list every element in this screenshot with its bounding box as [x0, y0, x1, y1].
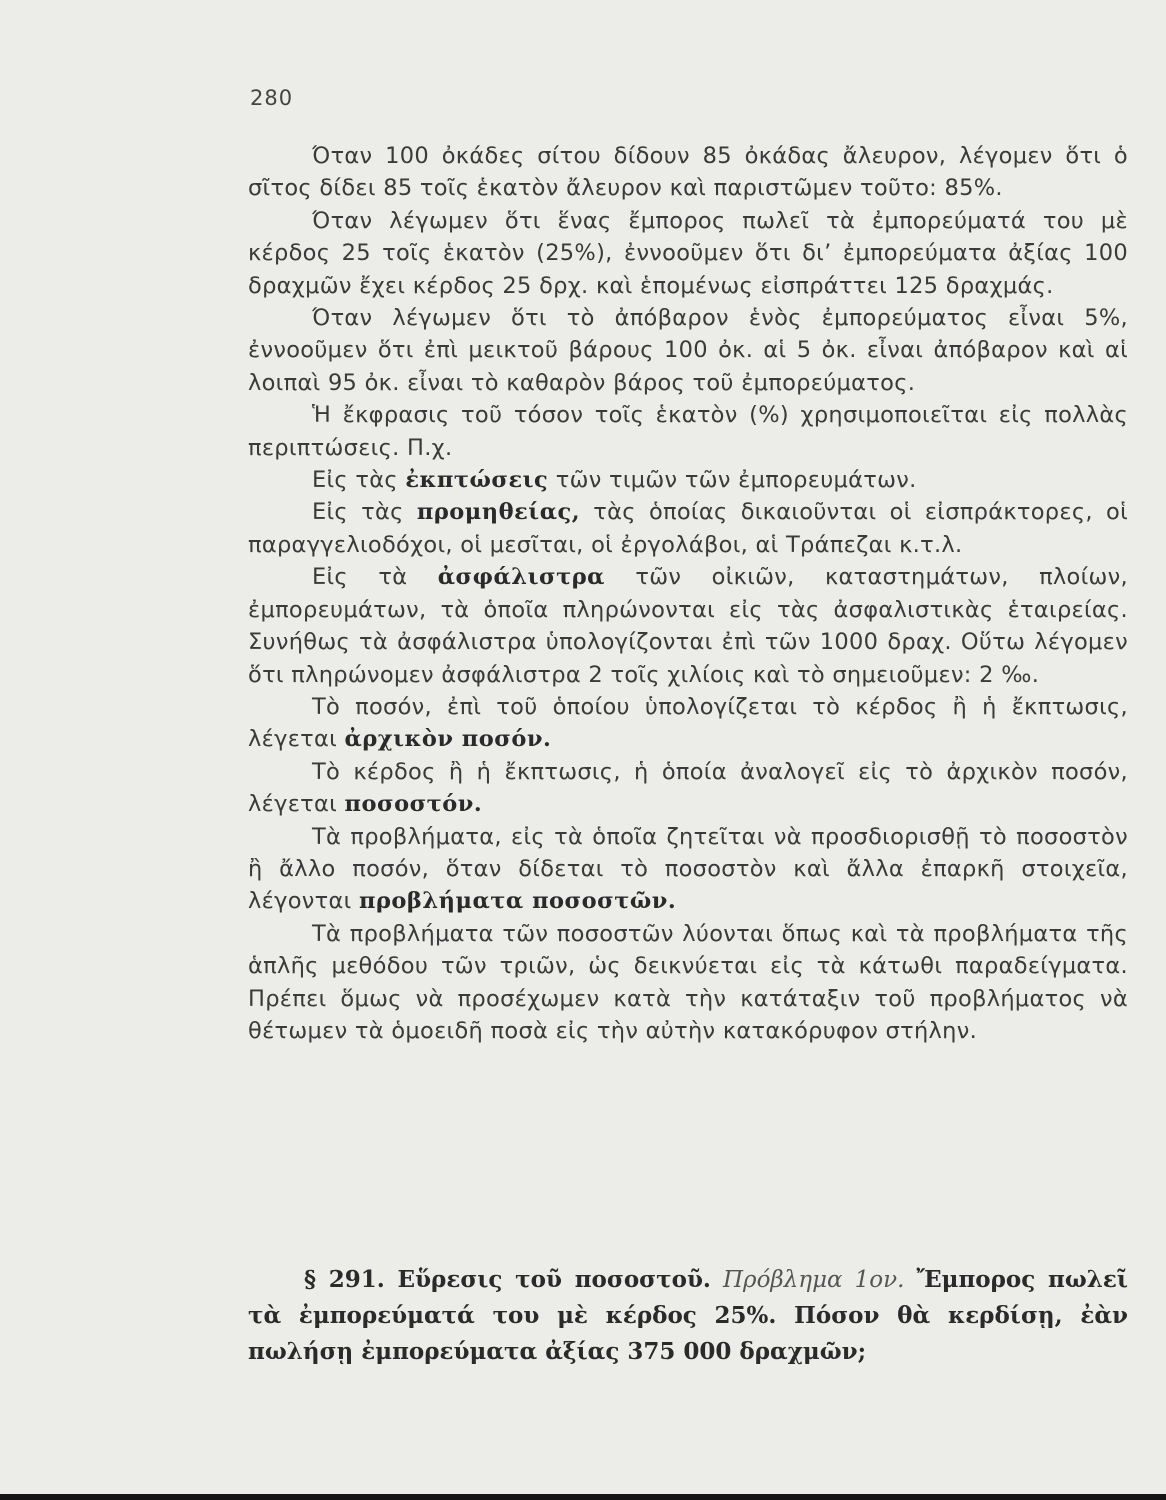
paragraph-p2: [248, 205, 1128, 302]
paragraph-p11: [248, 918, 1128, 1048]
paragraph-p5: [248, 464, 1128, 496]
paragraph-p1: [248, 140, 1128, 205]
problem-label: Πρόβλημα 1ον.: [723, 1267, 905, 1293]
paragraph-p8: [248, 691, 1128, 756]
paragraph-p10: [248, 821, 1128, 918]
bold-term: ἀρχικὸν ποσόν.: [344, 726, 552, 753]
bold-term: προμηθείας,: [416, 499, 581, 526]
body-text: [248, 140, 1128, 1047]
paragraph-p6: [248, 496, 1128, 561]
bold-term: προβλήματα ποσοστῶν.: [358, 888, 677, 915]
paragraph-text: Όταν λέγωμεν ὅτι τὸ ἀπόβαρον ἑνὸς ἐμπορεύματος εἶναι 5%, ἐννοοῦμεν ὅτι ἐπὶ μεικτοῦ βάρους 100 ὀκ. αἱ 5 ὀκ. εἶναι ἀπόβαρον καὶ αἱ λοιπαὶ 95 ὀκ. εἶναι τὸ καθαρὸν βάρος τοῦ ἐμπορεύματος.: [248, 305, 1128, 396]
paragraph-p3: [248, 302, 1128, 399]
bold-term: ποσοστόν.: [344, 791, 483, 818]
problem-statement: Ἔμπορος πωλεῖ τὰ ἐμπορεύματά του μὲ κέρδος 25%. Πόσον θὰ κερδίσῃ, ἐὰν πωλήσῃ ἐμπορεύματα ἀξίας 375 000 δραχμῶν;: [248, 1266, 1128, 1365]
paragraph-text: Τὰ προβλήματα τῶν ποσοστῶν λύονται ὅπως καὶ τὰ προβλήματα τῆς ἁπλῆς μεθόδου τῶν τριῶν, ὡς δεικνύεται εἰς τὰ κάτωθι παραδείγματα. Πρέπει ὅμως νὰ προσέχωμεν κατὰ τὴν κατάταξιν τοῦ προβλήματος νὰ θέτωμεν τὰ ὁμοειδῆ ποσὰ εἰς τὴν αὐτὴν κατακόρυφον στήλην.: [248, 920, 1128, 1044]
bold-term: ἀσφάλιστρα: [437, 564, 605, 591]
scan-bottom-edge: [0, 1494, 1166, 1500]
paragraph-text: Εἰς τὰς: [312, 499, 417, 526]
paragraph-text: Ἡ ἔκφρασις τοῦ τόσον τοῖς ἑκατὸν (%) χρησιμοποιεῖται εἰς πολλὰς περιπτώσεις. Π.χ.: [248, 402, 1128, 461]
paragraph-text: τὰς ὁποίας δικαιοῦνται οἱ εἰσπράκτορες, οἱ παραγγελιοδόχοι, οἱ μεσῖται, οἱ ἐργολάβοι, αἱ Τράπεζαι κ.τ.λ.: [248, 499, 1128, 558]
paragraph-text: Εἰς τὰ: [312, 564, 438, 591]
section-heading: § 291. Εὕρεσις τοῦ ποσοστοῦ.: [304, 1266, 711, 1293]
paragraph-text: Εἰς τὰς: [312, 467, 406, 494]
paragraph-text: Τὰ προβλήματα, εἰς τὰ ὁποῖα ζητεῖται νὰ προσδιορισθῇ τὸ ποσοστὸν ἢ ἄλλο ποσόν, ὅταν δίδεται τὸ ποσοστὸν καὶ ἄλλα ἐπαρκῆ στοιχεῖα, λέγονται: [248, 823, 1128, 915]
paragraph-p9: [248, 756, 1128, 821]
paragraph-text: Όταν 100 ὀκάδες σίτου δίδουν 85 ὀκάδας ἄλευρον, λέγομεν ὅτι ὁ σῖτος δίδει 85 τοῖς ἑκατὸν ἄλευρον καὶ παριστῶμεν τοῦτο: 85%.: [248, 143, 1128, 202]
paragraph-p7: [248, 561, 1128, 691]
paragraph-text: Τὸ ποσόν, ἐπὶ τοῦ ὁποίου ὑπολογίζεται τὸ κέρδος ἢ ἡ ἔκπτωσις, λέγεται: [248, 693, 1128, 753]
paragraph-text: Τὸ κέρδος ἢ ἡ ἔκπτωσις, ἡ ὁποία ἀναλογεῖ εἰς τὸ ἀρχικὸν ποσόν, λέγεται: [248, 758, 1128, 818]
section-291: [248, 1262, 1128, 1370]
bold-term: ἐκπτώσεις: [405, 467, 549, 494]
paragraph-text: τῶν τιμῶν τῶν ἐμπορευμάτων.: [548, 467, 917, 494]
paragraph-text: τῶν οἰκιῶν, καταστημάτων, πλοίων, ἐμπορευμάτων, τὰ ὁποῖα πληρώνονται εἰς τὰς ἀσφαλιστικὰς ἑταιρείας. Συνήθως τὰ ἀσφάλιστρα ὑπολογίζονται ἐπὶ τῶν 1000 δραχ. Οὕτω λέγομεν ὅτι πληρώνομεν ἀσφάλιστρα 2 τοῖς χιλίοις καὶ τὸ σημειοῦμεν: 2 ‰.: [248, 564, 1128, 688]
paragraph-p4: [248, 399, 1128, 464]
page-number: 280: [250, 86, 294, 110]
paragraph-text: Όταν λέγωμεν ὅτι ἕνας ἔμπορος πωλεῖ τὰ ἐμπορεύματά του μὲ κέρδος 25 τοῖς ἑκατὸν (25%), ἐννοοῦμεν ὅτι δι’ ἐμπορεύματα ἀξίας 100 δραχμῶν ἔχει κέρδος 25 δρχ. καὶ ἑπομένως εἰσπράττει 125 δραχμάς.: [248, 207, 1128, 299]
